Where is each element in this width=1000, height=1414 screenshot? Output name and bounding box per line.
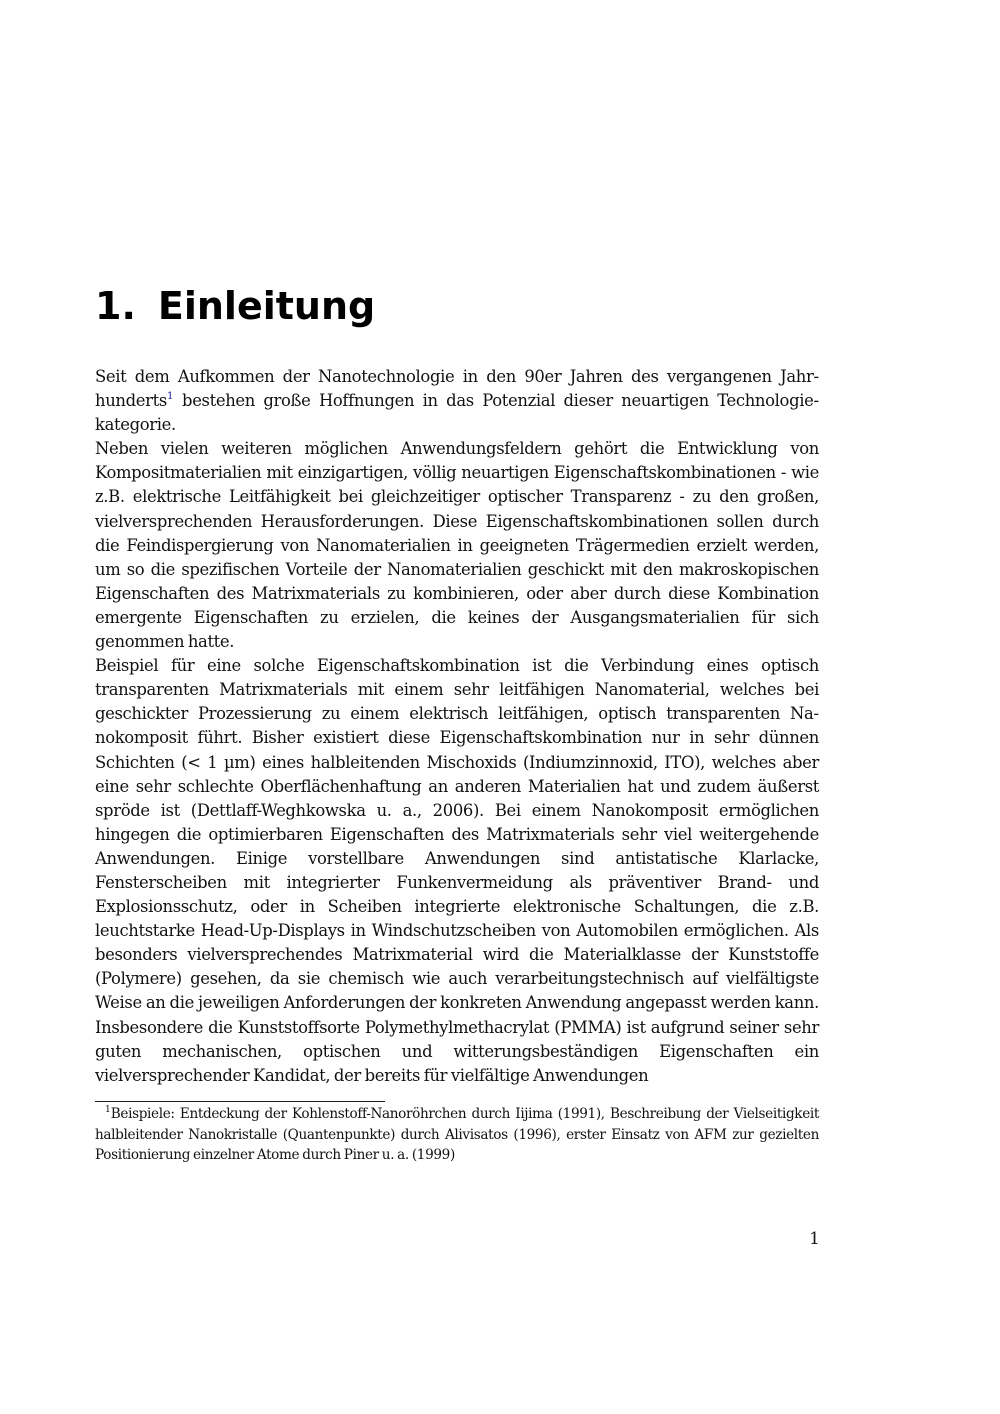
chapter-title	[95, 280, 375, 332]
paragraph-intro-text-start: Seit dem Aufkommen der Nanotechnologie in den 90er Jahren des vergangenen Jahrhunderts	[95, 367, 819, 411]
body-text	[95, 365, 819, 1088]
footnote-reference-link[interactable]: 1	[166, 390, 174, 403]
footnote	[95, 1104, 819, 1166]
chapter-number: 1.	[95, 284, 136, 328]
footnote-text: Beispiele: Entdeckung der Kohlenstoff-Nanoröhrchen durch Iijima (1991), Beschreibung der Vielseitigkeit halbleitender Nanokristalle (Quantenpunkte) durch Alivisatos (1996), erster Einsatz von AFM zur gezielten Positionierung einzelner Atome durch Piner u. a. (1999)	[95, 1106, 819, 1164]
paragraph-applications: Neben vielen weiteren möglichen Anwendungsfeldern gehört die Entwicklung von Kompositmaterialien mit einzigartigen, völlig neuartigen Eigenschaftskombinationen - wie z.B. elektrische Leitfähigkeit bei gleichzeitiger optischer Transparenz - zu den großen, vielversprechenden Herausforderungen. Diese Eigenschaftskombinationen sollen durch die Feindispergierung von Nanomaterialien in geeigneten Trägermedien erzielt werden, um so die spezifischen Vorteile der Nanomaterialien geschickt mit den makroskopischen Eigenschaften des Matrixmaterials zu kombinieren, oder aber durch diese Kombination emergente Eigenschaften zu erzielen, die keines der Ausgangsmaterialien für sich genommen hatte.	[95, 439, 819, 652]
paragraph-intro-text-end: bestehen große Hoffnungen in das Potenzial dieser neuartigen Technologiekategorie.	[95, 391, 819, 435]
footnote-mark: 1	[105, 1105, 111, 1115]
page-number: 1	[809, 1229, 820, 1249]
chapter-heading-text: Einleitung	[157, 284, 376, 328]
paragraph-intro	[95, 365, 819, 437]
paragraph-example: Beispiel für eine solche Eigenschaftskombination ist die Verbindung eines optisch transparenten Matrixmaterials mit einem sehr leitfähigen Nanomaterial, welches bei geschickter Prozessierung zu einem elektrisch leitfähigen, optisch transparenten Nanokomposit führt. Bisher existiert diese Eigenschaftskombination nur in sehr dünnen Schichten (< 1 µm) eines halbleitenden Mischoxids (Indiumzinnoxid, ITO), welches aber eine sehr schlechte Oberflächenhaftung an anderen Materialien hat und zudem äußerst spröde ist (Dettlaff-Weghkowska u. a., 2006). Bei einem Nanokomposit ermöglichen hingegen die optimierbaren Eigenschaften des Matrixmaterials sehr viel weitergehende Anwendungen. Einige vorstellbare Anwendungen sind antistatische Klarlacke, Fensterscheiben mit integrierter Funkenvermeidung als präventiver Brand- und Explosionsschutz, oder in Scheiben integrierte elektronische Schaltungen, die z.B. leuchtstarke Head-Up-Displays in Windschutzscheiben von Automobilen ermöglichen. Als besonders vielversprechendes Matrixmaterial wird die Materialklasse der Kunststoffe (Polymere) gesehen, da sie chemisch wie auch verarbeitungstechnisch auf vielfältigste Weise an die jeweiligen Anforderungen der konkreten Anwendung angepasst werden kann. Insbesondere die Kunststoffsorte Polymethylmethacrylat (PMMA) ist aufgrund seiner sehr guten mechanischen, optischen und witterungsbeständigen Eigenschaften ein vielversprechender Kandidat, der bereits für vielfältige Anwendungen	[95, 656, 819, 1085]
footnote-divider	[95, 1101, 385, 1102]
